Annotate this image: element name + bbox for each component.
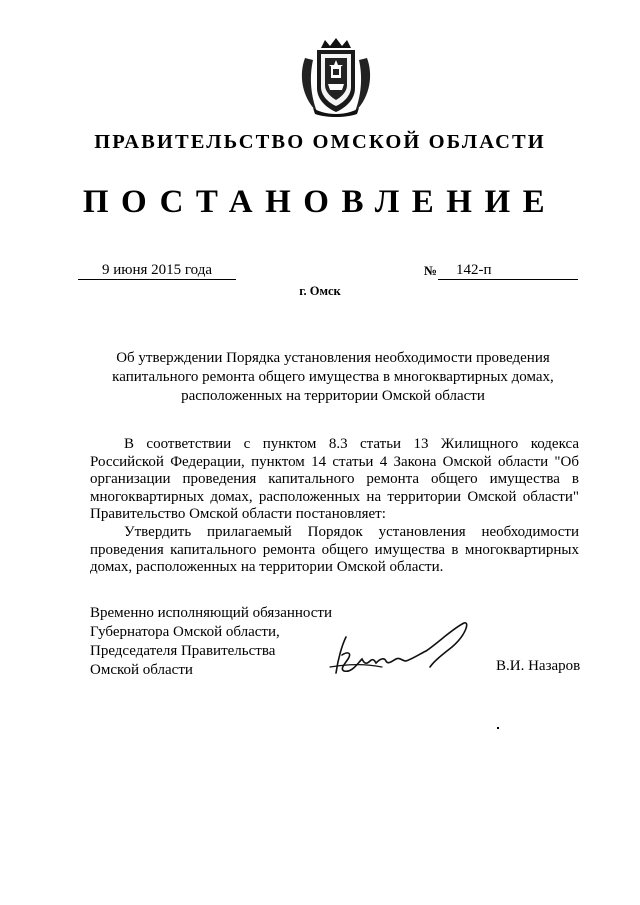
signatory-name: В.И. Назаров	[496, 658, 581, 674]
signatory-line: Омской области	[90, 662, 193, 678]
document-date: 9 июня 2015 года	[78, 262, 236, 280]
coat-of-arms-emblem	[295, 38, 377, 118]
number-label: №	[424, 263, 438, 278]
body-paragraph: В соответствии с пунктом 8.3 статьи 13 Жилищного кодекса Российской Федерации, пунктом 14 статьи 4 Закона Омской области "Об организации проведения капитального ремонта общего имущества в многоквартирных домах, расположенных на территории Омской области" Правительство Омской области постановляет:	[90, 436, 579, 523]
document-type-title: ПОСТАНОВЛЕНИЕ	[82, 184, 558, 220]
document-subject: Об утверждении Порядка установления необходимости проведения капитального ремонта общего имущества в многоквартирных домах, расположенных на территории Омской области	[112, 350, 554, 404]
signatory-line: Губернатора Омской области,	[90, 624, 280, 640]
signatory-line: Председателя Правительства	[90, 643, 276, 659]
document-number-field	[438, 262, 578, 280]
government-heading: ПРАВИТЕЛЬСТВО ОМСКОЙ ОБЛАСТИ	[94, 131, 546, 153]
city-line: г. Омск	[299, 284, 341, 298]
document-number: 142-п	[456, 262, 492, 278]
document-body	[90, 436, 579, 577]
body-paragraph: Утвердить прилагаемый Порядок установления необходимости проведения капитального ремонта общего имущества в многоквартирных домах, расположенных на территории Омской области.	[90, 523, 579, 576]
handwritten-signature	[322, 615, 472, 685]
stray-mark	[497, 727, 499, 729]
signatory-title-block	[90, 604, 332, 680]
signatory-line: Временно исполняющий обязанности	[90, 605, 333, 621]
